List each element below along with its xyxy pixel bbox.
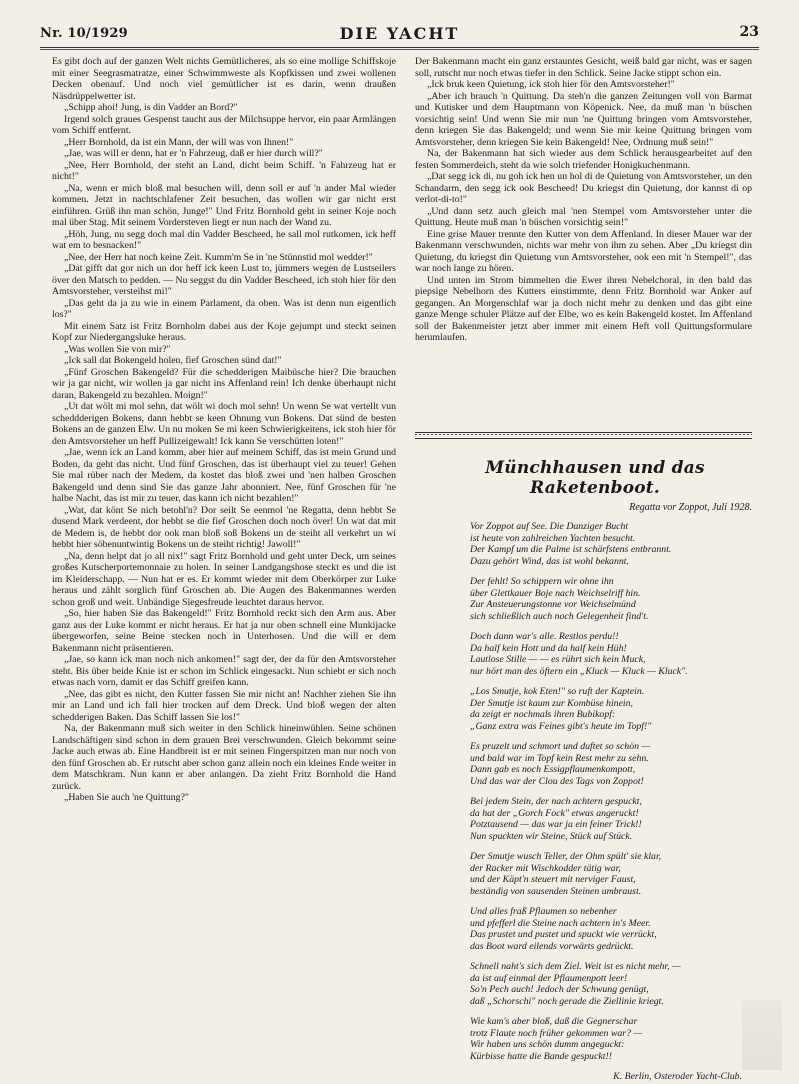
poem-title: Münchhausen und das Raketenboot.	[485, 458, 705, 498]
verse-line: Vor Zoppot auf See. Die Danziger Bucht	[470, 521, 629, 532]
poem-author: K. Berlin, Osteroder Yacht-Club.	[613, 1071, 742, 1082]
verse-line: Lautlose Stille — — es rührt sich kein Muck,	[470, 654, 646, 665]
paragraph: „Ick sall dat Bokengeld holen, fief Groschen sünd dat!"	[64, 355, 282, 366]
paragraph: „Nee, das gibt es nicht, den Kutter fassen Sie mir nicht an! Nachher ziehen Sie ihn mir an Land und ich fall hier trocken auf dem Dreck. Und bloß wegen der alten schedderigen Baken. Das Schiff lassen Sie los!"	[52, 688, 396, 723]
page-header	[40, 22, 759, 44]
paragraph: Eine grise Mauer trennte den Kutter von dem Affenland. In dieser Mauer war der Bakenmann verschwunden, nichts war mehr von ihm zu sehen. Aber „Du kriegst din Quietung, du kriegst din Quietung vun Amtsvorsteher, ook een mit 'n Stempel!", das war noch lange zu hören.	[415, 228, 752, 274]
paragraph: „Wat, dat könt Se nich betohl'n? Dor seilt Se eenmol 'ne Regatta, denn hebbt Se dusend Mark verdeent, dor hebbt se die fief Groschen doch noch över! Un wat dat mit de Medem is, de hebbt dor ook man bloß soß Bokens un de steiht all verkehrt un wi hebbt hier söbenuntwintig Bokens un de steiht richtig! Jawoll!"	[52, 504, 396, 550]
paragraph: „Jae, wenn ick an Land komm, aber hier auf meinem Schiff, das ist mein Grund und Boden, da geht das nicht. Und fünf Groschen, das ist überhaupt viel zu teuer! Gehen Sie mal rüber nach der Medem, da kostet das bloß zwei und 'nen halben Groschen Bakengeld und denn sind Sie das ganze Jahr abonniert. Nee, fünf Groschen für 'ne halbe Nacht, das ist mir zu teuer, das kann ich nicht bezahlen!"	[52, 447, 396, 504]
verse-line: Der fehlt! So schippern wir ohne ihn	[470, 576, 614, 587]
poem-section	[430, 458, 760, 1082]
stanza	[470, 1016, 760, 1062]
paragraph: „Na, wenn er mich bloß mal besuchen will, denn soll er auf 'n ander Mal wieder kommen. Jetzt in nachtschlafener Zeit besuchen, das wollen wir gar nicht erst einführen. Grüß ihn man schön, Junge!" Und Fritz Bornhold geht in seiner Koje noch mal über Stag. Mit seinem Vordersteven liegt er nun nach der Wand zu.	[52, 182, 396, 228]
paragraph: „Jae, so kann ick man noch nich ankomen!" sagt der, der da für den Amtsvorsteher steht. Bis über beide Knie ist er schon im Schlick eingesackt. Nun schiebt er sich noch etwas nach vorn, damit er das Schiff greifen kann.	[52, 654, 396, 688]
paragraph: „Dat segg ick di, nu goh ick hen un hol di de Quietung von Amtsvorsteher, un den Schandarm, den segg ick ook Bescheed! Du kriegst din Quietung, dor kannst di op verlot-di-to!"	[415, 171, 752, 205]
paragraph: „Und dann setz auch gleich mal 'nen Stempel vom Amtsvorsteher unter die Quittung. Heute muß man 'n büschen vorsichtig sein!"	[415, 205, 752, 228]
verse-line: Wir haben uns schön dumm angeguckt:	[470, 1039, 625, 1050]
verse-line: Dann gab es noch Essigpflaumenkompott,	[470, 764, 636, 775]
paragraph: Und unten im Strom bimmelten die Ewer ihren Nebelchoral, in den bald das piepsige Nebelhorn des Kutters einstimmte, denn Fritz Bornhold war Anker auf gegangen. An Morgenschlaf war ja doch nicht mehr zu denken und das gibt eine ganze Menge schuler Plätze auf der Elbe, wo es kein Bakengeld kostet. Im Affenland soll der Bakenmeister jetzt aber immer mit einem Heft voll Quittungsformulare herumlaufen.	[415, 274, 752, 343]
paragraph: „Ut dat wölt mi mol sehn, dat wölt wi doch mol sehn! Un wenn Se wat vertellt vun scheddderigen Bokens, dann hebbt se keen Ohnung vun Bokens. Dat sünd de besten Bokens an de ganzen Elw. Un nu moken Se mi keen Schwierigkeitens, ick stoh hier för den Amtsvorsteher un heff Pullizeigewalt! Ick kann Se verschütten loten!"	[52, 401, 396, 447]
paragraph: „Aber ich brauch 'n Quittung. Da steh'n die ganzen Zeitungen voll von Barmat und Kutisker und dem Hauptmann von Köpenick. Nee, da muß man 'n büschen vorsichtig sein! Und wenn Sie mir nun 'ne Quittung bringen vom Amtsvorsteher, denn kriegen Sie das Bakengeld; und wenn Sie mir keine Quittung bringen vom Amtsvorsteher, denn kriegen Sie kein Bakengeld! Nee, Ordnung muß sein!"	[415, 90, 752, 148]
verse-line: daß „Schorschi" noch gerade die Ziellinie kriegt.	[470, 995, 664, 1007]
verse-line: und der Käpt'n steuert mit nerviger Faust,	[470, 874, 636, 885]
verse-line: Der Smutje ist kaum zur Kombüse hinein,	[470, 697, 633, 709]
section-divider	[415, 432, 752, 439]
stanza	[470, 741, 760, 787]
verse-line: trotz Flaute noch früher gekommen war? —	[470, 1027, 643, 1039]
stanza	[470, 686, 760, 732]
paragraph: „Schipp ahoi! Jung, is din Vadder an Bord?"	[64, 102, 238, 113]
verse-line: Schnell naht's sich dem Ziel. Weit ist es nicht mehr, —	[470, 961, 681, 972]
verse-line: Nun spuckten wir Steine, Stück auf Stück.	[470, 830, 633, 842]
verse-line: das Boot ward eilends vorwärts gedrückt.	[470, 940, 634, 952]
verse-line: Der Kampf um die Palme ist schärfstens entbrannt.	[470, 544, 672, 555]
verse-line: So'n Pech auch! Jedoch der Schwung genügt,	[470, 984, 649, 995]
verse-line: Das prustet und pustet und spuckt wie verrückt,	[470, 929, 657, 940]
paragraph: „Na, denn helpt dat jo all nix!" sagt Fritz Bornhold und geht unter Deck, um seines großes Kutscherportemonnaie zu holen. In seiner Landgangshose steckt es und die ist im Kleiderschapp. — Nun hat er es. Er kommt wieder mit dem Oberkörper zur Luke heraus und zählt sorglich fünf Groschen ab. Die Augen des Bakenmannes werden schon groß und weit. Unbändige Siegesfreude leuchtet daraus hervor.	[52, 550, 396, 608]
paragraph: „Herr Bornhold, da ist ein Mann, der will was von Ihnen!"	[64, 136, 294, 148]
paragraph: Na, der Bakenmann hat sich wieder aus dem Schlick herausgearbeitet auf den festen Sommerdeich, steht da wie solch triefender Honigkuchenmann.	[415, 148, 752, 171]
verse-line: da zeigt er nochmals ihren Bubikopf:	[470, 709, 616, 720]
paragraph: Na, der Bakenmann muß sich weiter in den Schlick hineinwühlen. Seine schönen Landschäftigen sind schon in dem grauen Brei verschwunden. Gleich bekommt seine Jacke auch etwas ab. Eine Handbreit ist er mit seinen Fingerspitzen man nur noch von den fünf Groschen ab. Er rutscht aber schon ganz allein noch ein kleines Ende weiter in dem Matschkram. Nun kann er aber anlangen. Da zieht Fritz Bornhold die Hand zurück.	[52, 723, 396, 792]
paragraph: „Nee, der Herr hat noch keine Zeit. Kumm'm Se in 'ne Stünnstid mol wedder!"	[64, 251, 373, 263]
paragraph: „Was wollen Sie von mir?"	[64, 343, 171, 355]
paragraph: „Höh, Jung, nu segg doch mal din Vadder Bescheed, he sall mol rutkomen, ick heff wat em to besnacken!"	[52, 228, 396, 251]
verse-line: ist heute von zahlreichen Yachten besucht.	[470, 532, 636, 544]
verse-line: Da half kein Hott und da half kein Hüh!	[470, 642, 627, 654]
verse-line: Dazu gehört Wind, das ist wohl bekannt.	[470, 555, 629, 567]
left-column	[52, 56, 396, 1056]
verse-line: „Los Smutje, kok Eten!" so ruft der Kaptein.	[470, 686, 645, 697]
poem-subtitle: Regatta vor Zoppot, Juli 1928.	[629, 502, 752, 513]
verse-line: Bei jedem Stein, der nach achtern gespuckt,	[470, 796, 642, 807]
paragraph: „Dat gifft dat gor nich un dor heff ick keen Lust to, jümmers wegen de Lustseilers över den Matsch to pedden. — Nu seggst du din Vadder Bescheed, ich stoh hier för den Amtsvorsteher, versteihst mi!"	[52, 263, 396, 297]
verse-line: über Glettkauer Boje nach Weichselriff hin.	[470, 587, 641, 599]
paragraph: Der Bakenmann macht ein ganz erstauntes Gesicht, weiß bald gar nicht, was er sagen soll, rutscht nur noch etwas tiefer in den Schlick. Seine Jacke stippt schon ein.	[415, 56, 752, 79]
verse-line: Der Smutje wusch Teller, der Ohm spült' sie klar,	[470, 851, 662, 862]
verse-line: und bald war im Topf kein Rest mehr zu sehn.	[470, 752, 649, 764]
paragraph: Mit einem Satz ist Fritz Bornholm dabei aus der Koje gejumpt und steckt seinen Kopf zur Niedergangsluke heraus.	[52, 320, 396, 343]
verse-line: sich schließlich auch noch Gelegenheit find't.	[470, 610, 649, 622]
stanza	[470, 961, 760, 1007]
verse-line: da hat der „Gorch Fock" etwas angeruckt!	[470, 807, 639, 819]
paragraph: „So, hier haben Sie das Bakengeld!" Fritz Bornhold reckt sich den Arm aus. Aber ganz aus der Luke kommt er nicht heraus. Er hat ja nur oben schnell eine Munkijacke übergeworfen, seine Beine stecken noch in Unterhosen. Und die will er dem Bakenmann nicht präsentieren.	[52, 608, 396, 654]
paragraph: „Nee, Herr Bornhold, der steht an Land, dicht beim Schiff. 'n Fahrzeug hat er nicht!"	[52, 159, 396, 182]
verse-line: Doch dann war's alle. Restlos perdu!!	[470, 631, 619, 642]
stanza	[470, 576, 760, 622]
paragraph: Irgend solch graues Gespenst taucht aus der Milchsuppe hervor, ein paar Armlängen vom Schiff entfernt.	[52, 113, 396, 136]
issue-number: Nr. 10/1929	[40, 26, 128, 41]
paragraph: „Das geht da ja zu wie in einem Parlament, da oben. Was ist denn nun eigentlich los?"	[52, 297, 396, 320]
verse-line: Und das war der Clou des Tags von Zoppot!	[470, 775, 644, 787]
verse-line: Kürbisse hatte die Bande gespuckt!!	[470, 1050, 613, 1062]
right-column-story	[415, 56, 752, 426]
page-number: 23	[739, 24, 759, 40]
stanza	[470, 906, 760, 952]
verse-line: Wie kam's aber bloß, daß die Gegnerschar	[470, 1016, 638, 1027]
verse-line: Zur Ansteuerungstonne vor Weichselmünd	[470, 599, 636, 610]
stanza	[470, 521, 760, 567]
verse-line: Es pruzelt und schmort und duftet so schön —	[470, 741, 651, 752]
paragraph: „Ick bruk keen Quietung, ick stoh hier för den Amtsvorsteher!"	[427, 79, 675, 90]
verse-line: da ist auf einmal der Pflaumenpott leer!	[470, 972, 628, 984]
header-rule-secondary	[40, 49, 759, 50]
header-rule	[40, 47, 759, 48]
magazine-title: DIE YACHT	[339, 24, 460, 43]
verse-line: „Ganz extra was Feines gibt's heute im Topf!"	[470, 720, 652, 732]
paragraph: „Fünf Groschen Bakengeld? Für die schedderigen Maibüsche hier? Die brauchen wir ja gar nicht, wir wollen ja gar nicht ins Affenland rein! Ich denke überhaupt nicht daran, Bakengeld zu bezahlen. Moign!"	[52, 366, 396, 401]
verse-line: und pfefferl die Steine nach achtern in's Meer.	[470, 917, 651, 929]
stanza	[470, 796, 760, 842]
paragraph: „Haben Sie auch 'ne Quittung?"	[64, 792, 189, 803]
verse-line: Potztausend — das war ja ein feiner Trick!!	[470, 819, 642, 830]
paragraph: Es gibt doch auf der ganzen Welt nichts Gemütlicheres, als so eine mollige Schiffskoje mit einer Seegrasmatratze, einer Schwimmweste als Kopfkissen und zwei wollenen Decken obenauf. Und noch viel gemütlicher ist es darin, wenn draußen Näsdrüppelwetter ist.	[52, 56, 396, 102]
paragraph: „Jae, was will er denn, hat er 'n Fahrzeug, daß er hier durch will?"	[64, 148, 323, 159]
library-stamp-mark	[742, 1000, 782, 1070]
verse-line: der Racker mit Wischkodder tätig war,	[470, 862, 621, 874]
verse-line: Und alles fraß Pflaumen so nebenher	[470, 906, 617, 917]
stanza	[470, 631, 760, 677]
poem-body	[470, 521, 760, 1062]
stanza	[470, 851, 760, 897]
verse-line: beständig von sausenden Steinen umbraust.	[470, 885, 642, 897]
verse-line: nur hört man des öftern ein „Kluck — Kluck — Kluck".	[470, 665, 688, 677]
